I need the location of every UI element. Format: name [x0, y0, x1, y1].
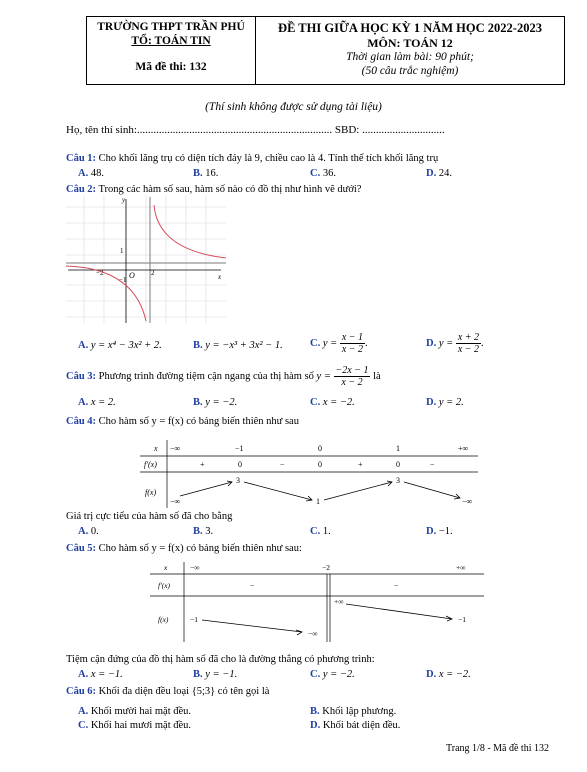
q3-option-d[interactable]: D. y = 2. — [426, 397, 464, 408]
x-value: 0 — [318, 444, 322, 453]
exam-title: ĐỀ THI GIỮA HỌC KỲ 1 NĂM HỌC 2022-2023 — [278, 21, 542, 35]
q4-option-c[interactable]: C. 1. — [310, 526, 331, 537]
x-value: 1 — [396, 444, 400, 453]
department: TỔ: TOÁN TIN — [131, 35, 211, 47]
x-value: −1 — [235, 444, 244, 453]
row-x-label: x — [154, 444, 158, 453]
f-value: −∞ — [462, 497, 473, 506]
q5-option-c[interactable]: C. y = −2. — [310, 669, 355, 680]
tick-2: 2 — [151, 269, 155, 277]
row-f-label: f(x) — [158, 615, 169, 624]
question-2: Câu 2: Trong các hàm số sau, hàm số nào có đồ thị như hình vẽ dưới? — [66, 184, 362, 195]
graph-branch-right — [154, 205, 226, 258]
f-value: −∞ — [170, 497, 181, 506]
q4-option-a[interactable]: A. 0. — [78, 526, 99, 537]
x-value: −2 — [322, 563, 330, 572]
q4-question: Giá trị cực tiểu của hàm số đã cho bằng — [66, 511, 233, 522]
f-value: −1 — [190, 615, 198, 624]
q2-option-d[interactable]: D. y = $\frac{x + 2}{x - 2}$ . — [426, 332, 484, 355]
q4-option-d[interactable]: D. −1. — [426, 526, 453, 537]
x-value: +∞ — [456, 563, 466, 572]
x-value: +∞ — [458, 444, 469, 453]
header-box — [86, 16, 565, 85]
q5-option-d[interactable]: D. x = −2. — [426, 669, 471, 680]
sign: 0 — [318, 460, 322, 469]
sign: − — [280, 460, 285, 469]
q2-option-b[interactable]: B. y = −x³ + 3x² − 1. — [193, 340, 283, 351]
page-footer: Trang 1/8 - Mã đề thi 132 — [446, 743, 549, 754]
q5-question: Tiệm cận đứng của đồ thị hàm số đã cho là đường thẳng có phương trình: — [66, 654, 375, 665]
f-value: 1 — [316, 497, 320, 506]
sign: + — [200, 460, 205, 469]
q5-option-b[interactable]: B. y = −1. — [193, 669, 238, 680]
q3-option-a[interactable]: A. x = 2. — [78, 397, 116, 408]
question-4: Câu 4: Cho hàm số y = f(x) có bảng biến thiên như sau — [66, 416, 299, 427]
f-value: −1 — [458, 615, 466, 624]
question-text: Cho khối lăng trụ có diện tích đáy là 9, chiều cao là 4. Tính thể tích khối lăng trụ — [98, 153, 439, 164]
question-label: Câu 1: — [66, 153, 97, 164]
y-axis-label: y — [122, 196, 126, 204]
f-value: +∞ — [334, 597, 344, 606]
f-value: 3 — [396, 476, 400, 485]
exam-code: Mã đề thi: 132 — [135, 61, 207, 73]
exam-subject: MÔN: TOÁN 12 — [367, 36, 453, 50]
q6-option-b[interactable]: B. Khối lập phương. — [310, 706, 397, 717]
origin-label: O — [129, 271, 135, 280]
tick-neg2: −2 — [96, 269, 104, 277]
q2-option-a[interactable]: A. y = x⁴ − 3x² + 2. — [78, 340, 162, 351]
tick-1: 1 — [120, 247, 124, 255]
row-x-label: x — [164, 563, 168, 572]
exam-count: (50 câu trắc nghiệm) — [361, 65, 459, 77]
exam-time: Thời gian làm bài: 90 phút; — [346, 51, 474, 63]
question-5: Câu 5: Cho hàm số y = f(x) có bảng biến thiên như sau: — [66, 543, 302, 554]
sign: − — [250, 581, 255, 590]
q4-variation-table — [140, 438, 478, 510]
question-6: Câu 6: Khối đa diện đều loại {5;3} có tên gọi là — [66, 686, 270, 697]
q3-option-c[interactable]: C. x = −2. — [310, 397, 355, 408]
q3-option-b[interactable]: B. y = −2. — [193, 397, 238, 408]
x-value: −∞ — [190, 563, 200, 572]
q1-option-b[interactable]: B. 16. — [193, 168, 219, 179]
student-info-line: Họ, tên thí sinh:....................................................................... SBD: .............................. — [66, 124, 445, 136]
instruction: (Thí sinh không được sử dụng tài liệu) — [205, 101, 382, 113]
f-value: 3 — [236, 476, 240, 485]
row-fprime-label: f′(x) — [158, 581, 171, 590]
question-1 — [66, 153, 438, 164]
q6-option-d[interactable]: D. Khối bát diện đều. — [310, 720, 401, 731]
row-fprime-label: f′(x) — [144, 460, 157, 469]
sign: 0 — [396, 460, 400, 469]
question-3: Câu 3: Phương trình đường tiệm cận ngang của thị hàm số y = $\frac{-2x - 1}{x - 2}$ là — [66, 365, 381, 388]
q1-option-a[interactable]: A. 48. — [78, 168, 104, 179]
sign: + — [358, 460, 363, 469]
q1-option-d[interactable]: D. 24. — [426, 168, 452, 179]
school-name: TRƯỜNG THPT TRẦN PHÚ — [97, 21, 245, 33]
q6-option-a[interactable]: A. Khối mười hai mặt đều. — [78, 706, 192, 717]
tick-neg1: −1 — [119, 276, 127, 284]
q1-option-c[interactable]: C. 36. — [310, 168, 336, 179]
q5-variation-table — [150, 560, 484, 642]
q5-option-a[interactable]: A. x = −1. — [78, 669, 123, 680]
x-axis-label: x — [218, 273, 222, 281]
q2-option-c[interactable]: C. y = $\frac{x - 1}{x - 2}$ . — [310, 332, 368, 355]
f-value: −∞ — [308, 629, 318, 638]
q4-option-b[interactable]: B. 3. — [193, 526, 214, 537]
row-f-label: f(x) — [145, 488, 157, 497]
q2-graph — [66, 195, 226, 323]
q6-option-c[interactable]: C. Khối hai mươi mặt đều. — [78, 720, 192, 731]
sign: − — [430, 460, 435, 469]
sign: − — [394, 581, 399, 590]
x-value: −∞ — [170, 444, 181, 453]
sign: 0 — [238, 460, 242, 469]
